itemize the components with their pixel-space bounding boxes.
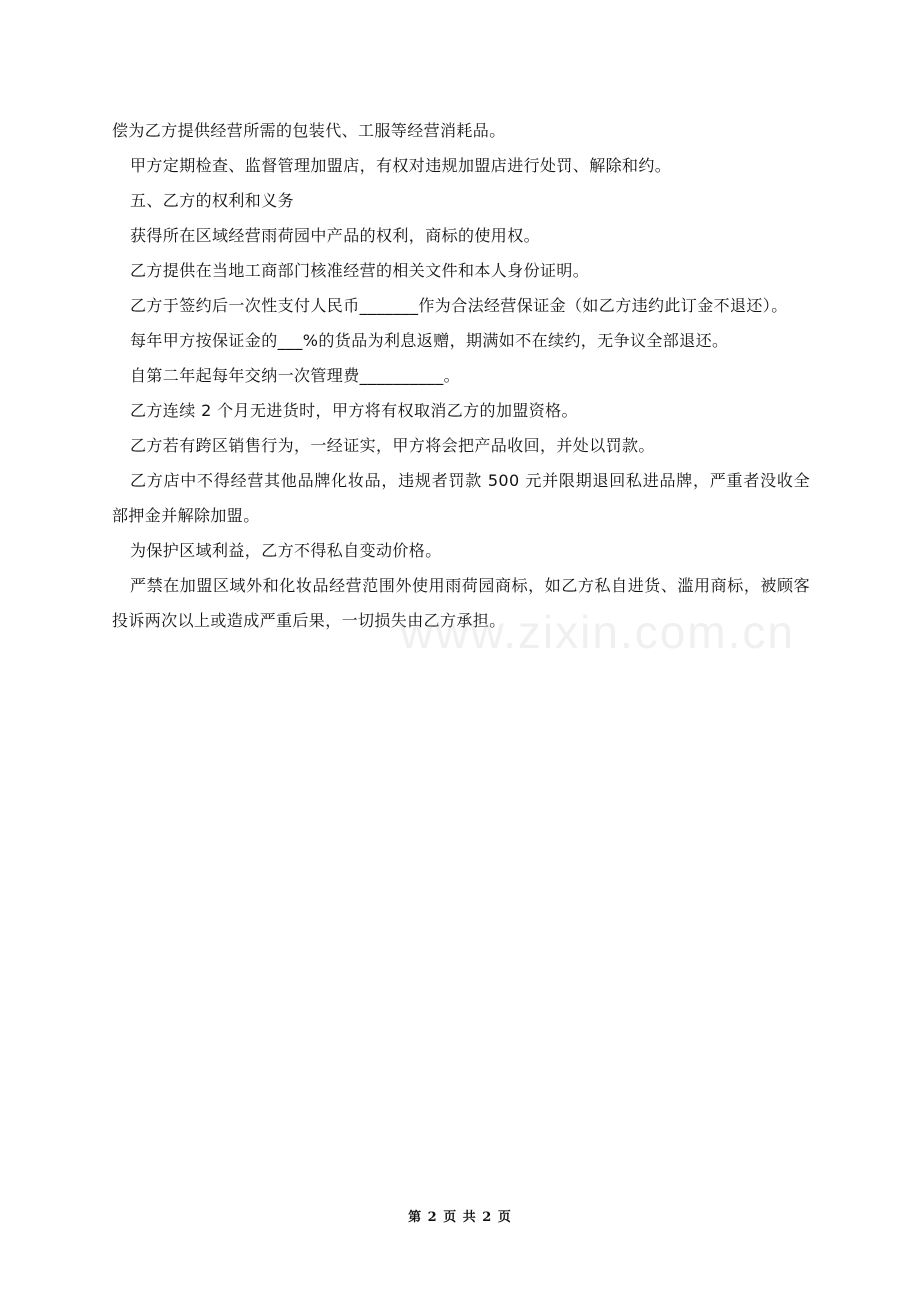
section-heading: 五、乙方的权利和义务 xyxy=(130,191,295,210)
paragraph: 严禁在加盟区域外和化妆品经营范围外使用雨荷园商标，如乙方私自进货、滥用商标，被顾客投诉两次以上或造成严重后果，一切损失由乙方承担。 xyxy=(112,576,810,630)
paragraph: 自第二年起每年交纳一次管理费__________。 xyxy=(130,366,461,385)
page-footer: 第 2 页 共 2 页 xyxy=(408,1210,512,1225)
paragraph: 为保护区域利益，乙方不得私自变动价格。 xyxy=(130,541,442,560)
paragraph: 每年甲方按保证金的___%的货品为利息返赠，期满如不在续约，无争议全部退还。 xyxy=(130,331,729,350)
paragraph: 乙方于签约后一次性支付人民币_______作为合法经营保证金（如乙方违约此订金不退还）。 xyxy=(130,296,788,315)
paragraph: 乙方连续 2 个月无进货时，甲方将有权取消乙方的加盟资格。 xyxy=(130,401,578,420)
paragraph-continuation: 偿为乙方提供经营所需的包装代、工服等经营消耗品。 xyxy=(112,121,506,140)
paragraph: 乙方若有跨区销售行为，一经证实，甲方将会把产品收回，并处以罚款。 xyxy=(130,436,655,455)
paragraph: 乙方店中不得经营其他品牌化妆品，违规者罚款 500 元并限期退回私进品牌，严重者没收全部押金并解除加盟。 xyxy=(112,471,810,525)
document-body xyxy=(112,113,810,638)
paragraph: 乙方提供在当地工商部门核准经营的相关文件和本人身份证明。 xyxy=(130,261,590,280)
paragraph: 甲方定期检查、监督管理加盟店，有权对违规加盟店进行处罚、解除和约。 xyxy=(130,156,672,175)
paragraph: 获得所在区域经营雨荷园中产品的权利，商标的使用权。 xyxy=(130,226,541,245)
watermark: www.zixin.com.cn xyxy=(400,606,795,658)
